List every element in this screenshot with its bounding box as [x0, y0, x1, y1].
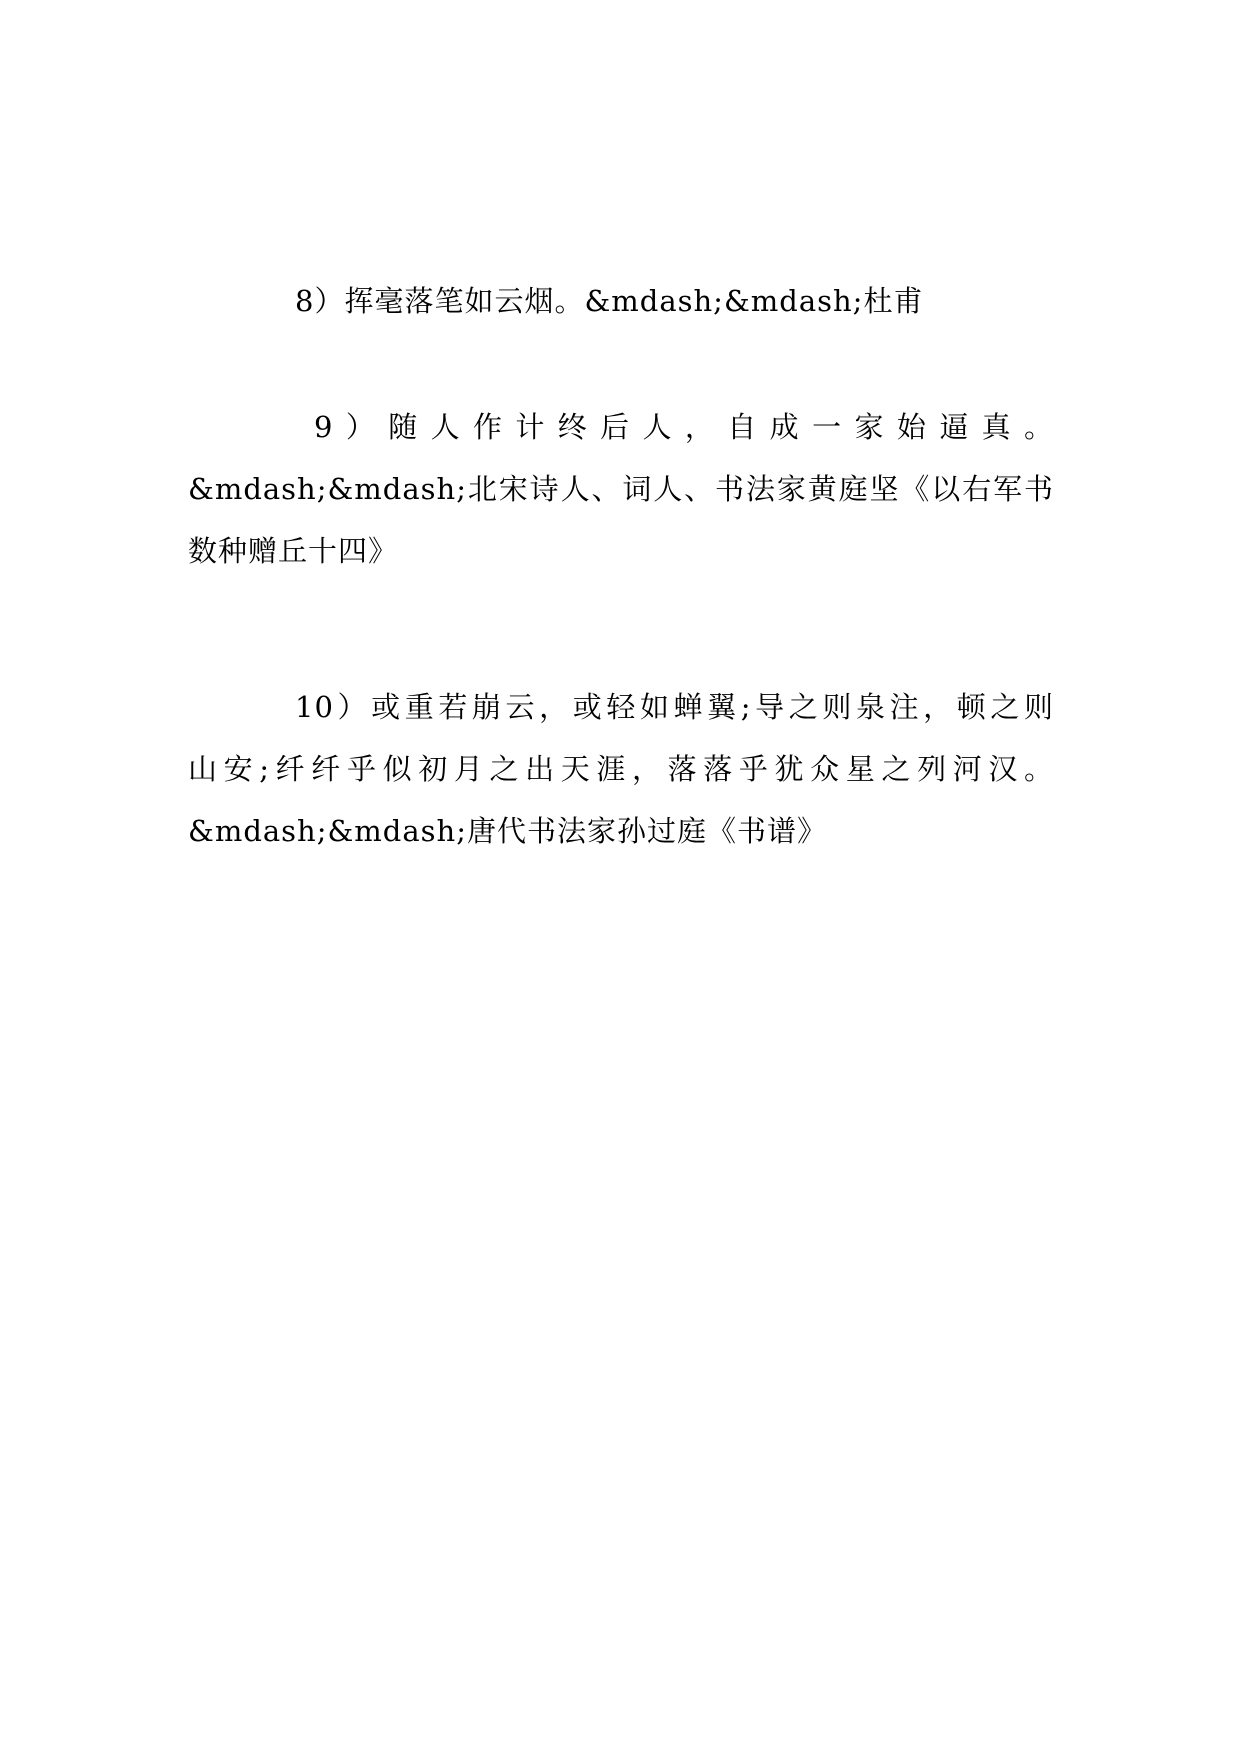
quote-9-line-1: 9）随人作计终后人，自成一家始逼真。: [314, 410, 1054, 444]
quote-10-line-3: &mdash;&mdash;唐代书法家孙过庭《书谱》: [188, 814, 827, 848]
quote-10-line-1: 10）或重若崩云，或轻如蝉翼;导之则泉注，顿之则: [295, 690, 1054, 724]
quote-9-line-3: 数种赠丘十四》: [188, 534, 399, 568]
quote-10-line-2: 山安;纤纤乎似初月之出天涯，落落乎犹众星之列河汉。: [188, 752, 1054, 786]
quote-8-line-1: 8）挥毫落笔如云烟。&mdash;&mdash;杜甫: [295, 284, 924, 318]
quote-9-line-2: &mdash;&mdash;北宋诗人、词人、书法家黄庭坚《以右军书: [188, 472, 1054, 506]
